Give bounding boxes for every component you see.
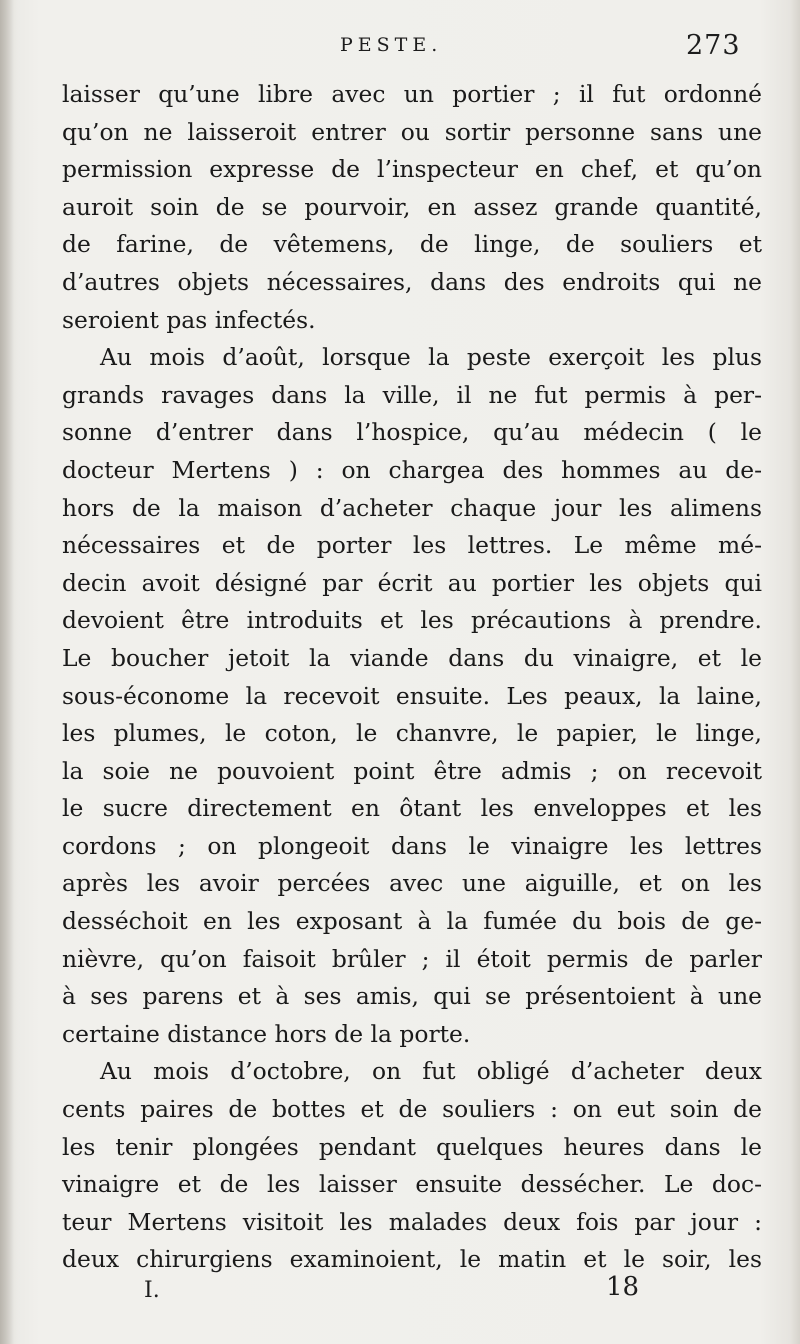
text-line: la soie ne pouvoient point être admis ; on recevoit [62, 756, 762, 785]
text-line: auroit soin de se pourvoir, en assez grande quantité, [62, 192, 762, 221]
text-line: permission expresse de l’inspecteur en chef, et qu’on [62, 155, 762, 184]
text-line: deux chirurgiens examinoient, le matin et le soir, les [62, 1245, 762, 1274]
text-line: seroient pas infectés. [62, 305, 316, 334]
page-number: 273 [686, 30, 741, 61]
text-line: teur Mertens visitoit les malades deux fois par jour : [62, 1207, 762, 1236]
text-line: après les avoir percées avec une aiguille, et on les [62, 869, 762, 898]
text-line: le sucre directement en ôtant les enveloppes et les [62, 794, 762, 823]
spine-shadow [0, 0, 14, 1344]
text-line: qu’on ne laisseroit entrer ou sortir personne sans une [62, 117, 762, 146]
text-line: de farine, de vêtemens, de linge, de souliers et [62, 230, 762, 259]
page-footer [0, 1272, 800, 1312]
text-line: vinaigre et de les laisser ensuite dessécher. Le doc- [62, 1170, 762, 1199]
text-line: les plumes, le coton, le chanvre, le papier, le linge, [62, 719, 762, 748]
volume-mark: I. [144, 1278, 160, 1303]
text-line: sonne d’entrer dans l’hospice, qu’au médecin ( le [62, 418, 762, 447]
text-line: les tenir plongées pendant quelques heures dans le [62, 1132, 762, 1161]
text-line: nécessaires et de porter les lettres. Le même mé- [62, 531, 762, 560]
running-title: PESTE. [340, 34, 443, 56]
text-line: nièvre, qu’on faisoit brûler ; il étoit permis de parler [62, 944, 762, 973]
text-line: devoient être introduits et les précautions à prendre. [62, 606, 762, 635]
text-line: Le boucher jetoit la viande dans du vinaigre, et le [62, 643, 762, 672]
text-line: laisser qu’une libre avec un portier ; il fut ordonné [62, 80, 762, 108]
signature-mark: 18 [606, 1272, 640, 1302]
paragraph-start-line: Au mois d’août, lorsque la peste exerçoit les plus [100, 343, 762, 372]
text-line: hors de la maison d’acheter chaque jour les alimens [62, 493, 762, 522]
paragraph-start-line: Au mois d’octobre, on fut obligé d’acheter deux [100, 1057, 762, 1086]
text-line: sous-économe la recevoit ensuite. Les peaux, la laine, [62, 681, 762, 710]
text-line: à ses parens et à ses amis, qui se présentoient à une [62, 982, 762, 1011]
text-line: grands ravages dans la ville, il ne fut permis à per- [62, 380, 762, 409]
text-line: cordons ; on plongeoit dans le vinaigre les lettres [62, 831, 762, 860]
text-line: certaine distance hors de la porte. [62, 1019, 471, 1048]
text-line: decin avoit désigné par écrit au portier les objets qui [62, 568, 762, 597]
text-line: cents paires de bottes et de souliers : on eut soin de [62, 1095, 762, 1124]
text-line: desséchoit en les exposant à la fumée du bois de ge- [62, 907, 762, 936]
running-head [0, 30, 800, 66]
body-text [62, 76, 762, 1279]
text-line: docteur Mertens ) : on chargea des hommes au de- [62, 455, 762, 484]
text-line: d’autres objets nécessaires, dans des endroits qui ne [62, 267, 762, 296]
